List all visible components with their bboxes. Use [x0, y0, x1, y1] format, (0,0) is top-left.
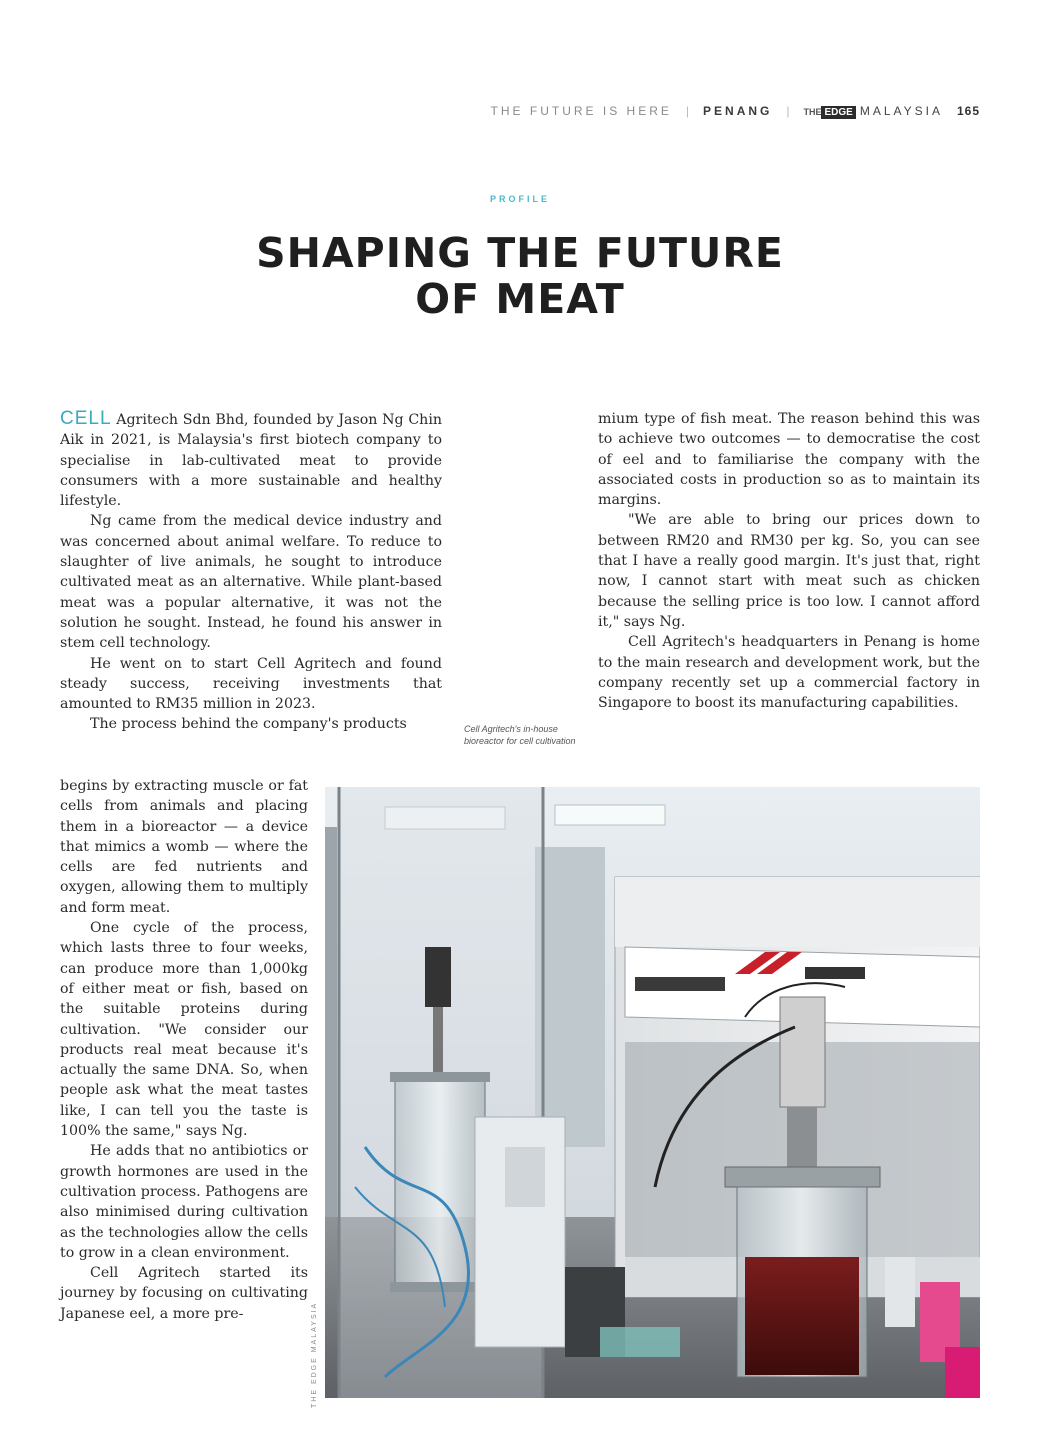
title-line-2: OF MEAT: [415, 275, 625, 323]
paragraph-text: Agritech Sdn Bhd, founded by Jason Ng Chin Aik in 2021, is Malaysia's first biotech company to specialise in lab-cultivated meat to provide consumers with a more sustainable and healthy lifestyle.: [60, 412, 442, 510]
body-column-right: [598, 409, 980, 713]
article-title: [0, 230, 1040, 322]
header-separator: |: [685, 104, 690, 118]
section-kicker: PROFILE: [489, 194, 550, 204]
photo-caption: Cell Agritech's in-house bioreactor for cell cultivation: [464, 724, 576, 746]
brand-logo: [803, 104, 855, 118]
body-column-left-top: [60, 409, 442, 735]
paragraph: Cell Agritech's headquarters in Penang is home to the main research and development work, but the company recently set up a commercial factory in Singapore to boost its manufacturing capabilities.: [598, 634, 980, 712]
photo-illustration: [325, 787, 980, 1398]
body-column-left-bottom: [60, 776, 308, 1324]
paragraph: The process behind the company's products: [90, 716, 407, 733]
running-header: [491, 101, 980, 121]
page-number: 165: [956, 104, 980, 118]
paragraph: He went on to start Cell Agritech and found steady success, receiving investments that amounted to RM35 million in 2023.: [60, 655, 442, 713]
photo-credit: THE EDGE MALAYSIA: [311, 1301, 318, 1408]
paragraph: One cycle of the process, which lasts three to four weeks, can produce more than 1,000kg of either meat or fish, based on the suitable proteins during cultivation. "We consider our products real meat because it's actually the same DNA. So, when people ask what the meat tastes like, I can tell you the taste is 100% the same," says Ng.: [60, 920, 308, 1140]
paragraph: begins by extracting muscle or fat cells from animals and placing them in a bioreactor — a device that mimics a womb — where the cells are fed nutrients and oxygen, allowing them to multiply and form meat.: [60, 778, 308, 916]
paragraph: "We are able to bring our prices down to between RM20 and RM30 per kg. So, you can see that I have a really good margin. It's just that, right now, I cannot start with meat such as chicken because the selling price is too low. I cannot afford it," says Ng.: [598, 512, 980, 630]
header-tagline: THE FUTURE IS HERE: [490, 104, 672, 118]
brand-the: THE: [803, 107, 822, 117]
drop-cap: CELL: [60, 408, 112, 429]
title-line-1: SHAPING THE FUTURE: [256, 229, 784, 277]
paragraph: He adds that no antibiotics or growth hormones are used in the cultivation process. Pathogens are also minimised during cultivation as the technologies allow the cells to grow in a clean environment.: [60, 1143, 308, 1261]
brand-edge: EDGE: [821, 106, 855, 119]
paragraph: [60, 409, 442, 511]
lab-bioreactor-photo: [325, 787, 980, 1398]
header-section: PENANG: [703, 104, 773, 118]
brand-malaysia: MALAYSIA: [859, 104, 943, 118]
paragraph: Cell Agritech started its journey by focusing on cultivating Japanese eel, a more pre-: [60, 1265, 308, 1322]
paragraph: Ng came from the medical device industry and was concerned about animal welfare. To reduce to slaughter of live animals, he sought to introduce cultivated meat as an alternative. While plant-based meat was a popular alternative, it was not the solution he sought. Instead, he found his answer in stem cell technology.: [60, 513, 442, 652]
paragraph: mium type of fish meat. The reason behind this was to achieve two outcomes — to democratise the cost of eel and to familiarise the company with the associated costs in production so as to maintain its margins.: [598, 411, 980, 509]
header-separator: |: [786, 104, 790, 118]
